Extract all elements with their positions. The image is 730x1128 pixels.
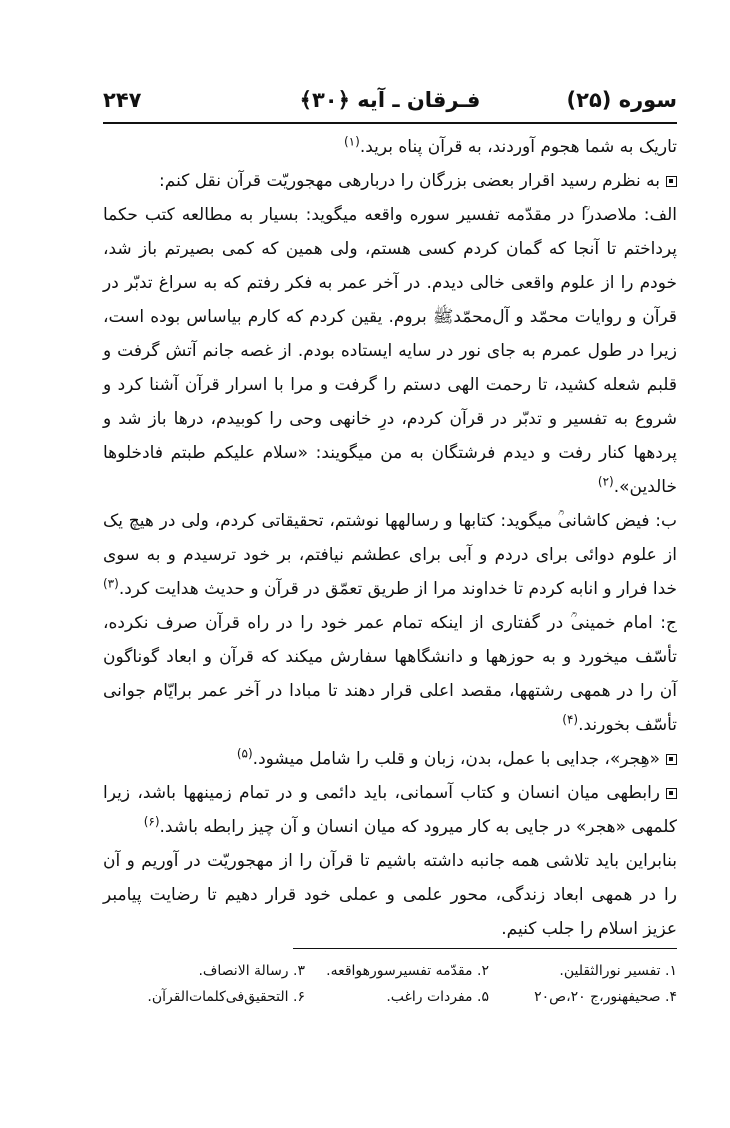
footnote-1: ۱. تفسیر نورالثقلین. [559, 963, 677, 979]
page-number: ۲۴۷ [103, 88, 142, 112]
footnote-ref-3: (۳) [102, 576, 119, 591]
body-text [103, 130, 677, 946]
surah-label: سوره (۲۵) [566, 88, 677, 112]
paragraph-3 [103, 198, 677, 504]
footnote-divider [293, 948, 677, 949]
paragraph-8 [103, 844, 677, 946]
footnote-6: ۶. التحقیق‌فی‌کلمات‌القرآن. [147, 989, 305, 1005]
footnote-5: ۵. مفردات راغب. [386, 989, 489, 1005]
paragraph-7 [103, 776, 677, 844]
paragraph-2-text: به نظرم رسید اقرار بعضی بزرگان را دربارهی مهجوریّت قرآن نقل کنم: [159, 171, 660, 191]
footnote-ref-6: (۶) [143, 814, 160, 829]
footnote-ref-1: (۱) [343, 134, 360, 149]
paragraph-1 [103, 130, 677, 164]
paragraph-5-text: ج: امام خمینی‌ؒ در گفتاری از اینکه تمام عمر خود را در راه قرآن صرف نکرده، تأسّف میخورد و به حوزهها و دانشگاهها سفارش میکند که قرآن و ابعاد گوناگون آن را در همهی رشتهها، مقصد اعلی قرار دهند تا مبادا در آخر عمر برایّام جوانی تأسّف بخورند. [103, 613, 677, 735]
footnote-row [103, 958, 677, 984]
square-bullet-icon [666, 754, 677, 765]
footnote-2: ۲. مقدّمه تفسیرسورهواقعه. [326, 963, 489, 979]
paragraph-4 [103, 504, 677, 606]
footnote-row [103, 984, 677, 1010]
footnote-ref-2: (۲) [597, 474, 614, 489]
footnote-ref-5: (۵) [236, 746, 253, 761]
paragraph-6 [103, 742, 677, 776]
square-bullet-icon [666, 788, 677, 799]
footnote-3: ۳. رسالة الانصاف. [198, 963, 305, 979]
paragraph-2 [103, 164, 677, 198]
footnote-ref-4: (۴) [562, 712, 579, 727]
paragraph-3-text: الف: ملاصدرا‌ؒ در مقدّمه تفسیر سوره واقعه میگوید: بسیار به مطالعه کتب حکما پرداختم تا آنجا که گمان کردم کسی هستم، ولی همین که کمی بصیرتم باز شد، خودم را از علوم واقعی خالی دیدم. در آخر عمر به فکر رفتم که به سراغ تدبّر در قرآن و روایات محمّد و آل‌محمّد‌ﷺ بروم. یقین کردم که کارم بیاساس بوده است، زیرا در طول عمرم به جای نور در سایه ایستاده بودم. از غصه جانم آتش گرفت و قلبم شعله کشید، تا رحمت الهی دستم را گرفت و مرا با اسرار قرآن آشنا کرد و شروع به تفسیر و تدبّر در قرآن کردم، درِ خانهی وحی را کوبیدم، درها باز شد و پردهها کنار رفت و دیدم فرشتگان به من میگویند: «سلام علیکم طبتم فادخلوها خالدین». [103, 205, 677, 497]
header-divider [103, 122, 677, 124]
paragraph-4-text: ب: فیض کاشانی‌ؒ میگوید: کتابها و رسالهها نوشتم، تحقیقاتی کردم، ولی در هیچ یک از علوم دوائی برای دردم و آبی برای عطشم نیافتم، بر خود ترسیدم و به سوی خدا فرار و انابه کردم تا خداوند مرا از طریق تعمّق در قرآن و حدیث هدایت کرد. [103, 511, 677, 599]
page-header [103, 86, 677, 120]
paragraph-5 [103, 606, 677, 742]
header-title: فـرقان ـ آيه ﴿۳۰﴾ [299, 88, 481, 112]
book-page [103, 86, 677, 1046]
paragraph-1-text: تاریک به شما هجوم آوردند، به قرآن پناه برید. [359, 137, 677, 157]
paragraph-8-text: بنابراین باید تلاشی همه جانبه داشته باشیم تا قرآن را از مهجوریّت در آوریم و آن را در همهی ابعاد زندگی، محور علمی و عملی خود قرار دهیم تا رضایت پیامبر عزیز اسلام را جلب کنیم. [103, 851, 677, 939]
square-bullet-icon [666, 176, 677, 187]
footnotes [103, 958, 677, 1010]
paragraph-7-text: رابطهی میان انسان و کتاب آسمانی، باید دائمی و در تمام زمینهها باشد، زیرا کلمهی «هجر» در جایی به کار میرود که میان انسان و آن چیز رابطه باشد. [103, 783, 677, 837]
footnote-4: ۴. صحیفهنور،ج ۲۰،ص۲۰ [534, 989, 677, 1005]
paragraph-6-text: «هِجر»، جدایی با عمل، بدن، زبان و قلب را شامل میشود. [252, 749, 660, 769]
